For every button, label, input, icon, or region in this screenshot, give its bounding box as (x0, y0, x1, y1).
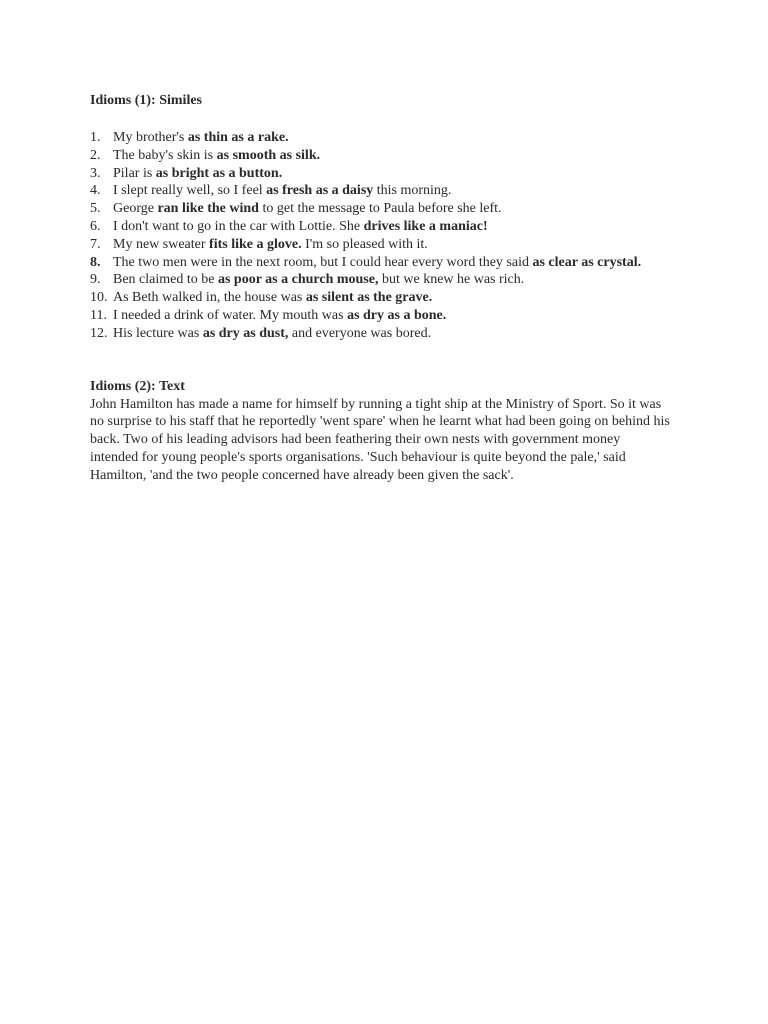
document-page (90, 92, 690, 485)
idiom-phrase: as smooth as silk. (216, 147, 321, 163)
sentence-fragment: My brother's (113, 130, 188, 145)
sentence-fragment: I don't want to go in the car with Lottie. She (113, 218, 364, 234)
list-item-number: 11. (90, 307, 107, 323)
idiom-phrase: as clear as crystal. (532, 254, 642, 270)
sentence-fragment: The two men were in the next room, but I could hear every word they said (113, 254, 533, 270)
list-item (90, 218, 690, 236)
list-item-text (113, 182, 690, 200)
sentence-fragment: As Beth walked in, the house was (113, 290, 306, 306)
list-item (90, 129, 690, 147)
sentence-fragment: George (113, 201, 158, 217)
idiom-phrase: as thin as a rake. (187, 130, 289, 145)
list-item (90, 307, 690, 325)
list-item-text (113, 147, 690, 165)
sentence-fragment: The baby's skin is (113, 147, 217, 163)
list-item-text (113, 200, 690, 218)
idiom-phrase: ran like the wind (157, 201, 259, 217)
idiom-phrase: as dry as a bone. (347, 307, 447, 323)
list-item (90, 271, 690, 289)
sentence-fragment: Ben claimed to be (113, 272, 218, 288)
sentence-fragment: and everyone was bored. (288, 325, 432, 341)
list-item-number: 10. (90, 290, 108, 306)
list-item-number: 3. (90, 165, 101, 181)
list-item-number: 4. (90, 183, 101, 199)
list-item-number: 6. (90, 218, 101, 234)
idiom-phrase: as poor as a church mouse, (217, 272, 379, 288)
list-item-text (113, 325, 690, 343)
similes-heading: Idioms (1): Similes (90, 93, 202, 108)
idiom-phrase: as fresh as a daisy (266, 183, 374, 199)
list-item (90, 289, 690, 307)
list-item-number: 5. (90, 201, 101, 217)
list-item-text (113, 271, 690, 289)
similes-section (90, 92, 690, 343)
sentence-fragment: I'm so pleased with it. (301, 236, 428, 252)
list-item (90, 165, 690, 183)
list-item-text (113, 236, 690, 254)
list-item-text (113, 129, 690, 147)
sentence-fragment: to get the message to Paula before she left. (258, 201, 502, 217)
sentence-fragment: I needed a drink of water. My mouth was (113, 307, 348, 323)
similes-list (90, 129, 690, 343)
list-item-text (113, 307, 690, 325)
sentence-fragment: I slept really well, so I feel (113, 183, 267, 199)
list-item (90, 254, 690, 272)
list-item-text (113, 289, 690, 307)
text-paragraph: John Hamilton has made a name for himself by running a tight ship at the Ministry of Sport. So it was no surprise to his staff that he reportedly 'went spare' when he learnt what had been going on behind his back. Two of his leading advisors had been feathering their own nests with government money intended for young people's sports organisations. 'Such behaviour is quite beyond the pale,' said Hamilton, 'and the two people concerned have already been given the sack'. (90, 396, 670, 483)
list-item-number: 9. (90, 272, 101, 288)
list-item-text (113, 218, 690, 236)
list-item-text (113, 254, 690, 272)
text-section (90, 378, 690, 485)
idiom-phrase: as silent as the grave. (305, 290, 433, 306)
text-heading: Idioms (2): Text (90, 378, 185, 394)
sentence-fragment: His lecture was (113, 325, 203, 341)
list-item-number: 7. (90, 236, 101, 252)
list-item-number: 2. (90, 147, 101, 163)
sentence-fragment: My new sweater (113, 236, 210, 252)
list-item-text (113, 165, 690, 183)
list-item (90, 182, 690, 200)
list-item (90, 325, 690, 343)
list-item-number: 8. (90, 254, 101, 270)
list-item (90, 200, 690, 218)
idiom-phrase: fits like a glove. (209, 236, 302, 252)
sentence-fragment: this morning. (373, 183, 452, 199)
sentence-fragment: Pilar is (113, 165, 156, 181)
list-item (90, 147, 690, 165)
sentence-fragment: but we knew he was rich. (378, 272, 525, 288)
idiom-phrase: as bright as a button. (155, 165, 283, 181)
list-item-number: 12. (90, 325, 108, 341)
idiom-phrase: as dry as dust, (202, 325, 289, 341)
list-item-number: 1. (90, 130, 101, 145)
list-item (90, 236, 690, 254)
idiom-phrase: drives like a maniac! (363, 218, 488, 234)
